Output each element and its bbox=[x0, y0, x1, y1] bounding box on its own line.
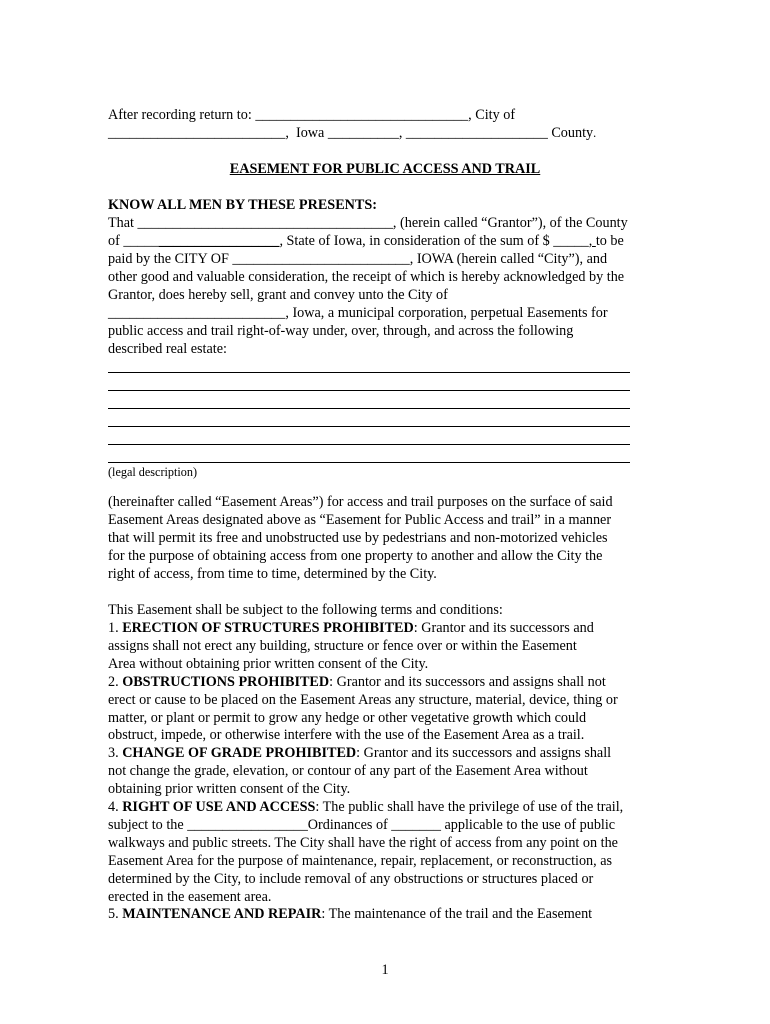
return-to-text: After recording return to: ______________________________, City of bbox=[108, 107, 516, 123]
legal-description-line bbox=[108, 444, 630, 445]
term-line: erect or cause to be placed on the Easement Areas any structure, material, device, thing or bbox=[108, 691, 618, 708]
legal-description-line bbox=[108, 390, 630, 391]
terms-intro bbox=[108, 602, 668, 620]
intro-text-5: Grantor, does hereby sell, grant and convey unto the City of bbox=[108, 287, 448, 303]
term-text: : The maintenance of the trail and the Easement bbox=[321, 906, 593, 923]
intro-text-2c: , State of Iowa, in consideration of the sum of $ _____ bbox=[279, 233, 589, 249]
term-line: subject to the _________________Ordinances of _______ applicable to the use of public bbox=[108, 816, 616, 833]
intro-text-2e: to be bbox=[595, 233, 624, 249]
intro-text-8: described real estate: bbox=[108, 341, 227, 357]
know-all-text: KNOW ALL MEN BY THESE PRESENTS: bbox=[108, 197, 377, 213]
term-heading: MAINTENANCE AND REPAIR bbox=[122, 906, 322, 923]
term-heading: CHANGE OF GRADE PROHIBITED bbox=[122, 745, 357, 762]
term-text: : Grantor and its successors and bbox=[413, 620, 594, 636]
legal-description-line bbox=[108, 372, 630, 373]
term-number: 2. bbox=[108, 673, 123, 690]
intro-text-4: other good and valuable consideration, the receipt of which is hereby acknowledged by the bbox=[108, 269, 625, 285]
term-number: 1. bbox=[108, 620, 123, 636]
term-line: Easement Area for the purpose of maintenance, repair, replacement, or reconstruction, as bbox=[108, 852, 613, 869]
term-item bbox=[108, 906, 668, 924]
intro-text-7: public access and trail right-of-way under, over, through, and across the following bbox=[108, 323, 574, 339]
legal-description-line bbox=[108, 426, 630, 427]
legal-description-label bbox=[108, 464, 668, 482]
term-heading: RIGHT OF USE AND ACCESS bbox=[122, 799, 316, 815]
sum-blank-underline: , bbox=[588, 233, 596, 249]
return-to-line bbox=[108, 107, 668, 125]
term-heading: ERECTION OF STRUCTURES PROHIBITED bbox=[122, 620, 414, 636]
paragraph-line: for the purpose of obtaining access from one property to another and allow the City the bbox=[108, 547, 603, 564]
term-number: 5. bbox=[108, 906, 123, 923]
term-line: assigns shall not erect any building, structure or fence over or within the Easement bbox=[108, 637, 577, 654]
intro-line-3 bbox=[108, 251, 668, 269]
intro-line-4 bbox=[108, 269, 668, 287]
term-line: Area without obtaining prior written consent of the City. bbox=[108, 655, 429, 672]
intro-line-8 bbox=[108, 341, 668, 359]
term-line: determined by the City, to include removal of any obstructions or structures placed or bbox=[108, 870, 594, 887]
legal-description-line bbox=[108, 408, 630, 409]
term-item bbox=[108, 620, 668, 638]
terms-intro-text: This Easement shall be subject to the following terms and conditions: bbox=[108, 602, 503, 618]
term-line: matter, or plant or permit to grow any hedge or other vegetative growth which could bbox=[108, 709, 587, 726]
term-item bbox=[108, 674, 668, 692]
term-item bbox=[108, 799, 668, 817]
term-text: : The public shall have the privilege of use of the trail, bbox=[315, 799, 624, 815]
term-heading: OBSTRUCTIONS PROHIBITED bbox=[122, 673, 330, 690]
intro-line-7 bbox=[108, 323, 668, 341]
intro-line-6 bbox=[108, 305, 668, 323]
legal-label-text: (legal description) bbox=[108, 465, 198, 479]
term-item bbox=[108, 745, 668, 763]
term-text: : Grantor and its successors and assigns shall not bbox=[329, 673, 606, 690]
term-line: erected in the easement area. bbox=[108, 888, 272, 905]
address-period: . bbox=[593, 126, 597, 140]
term-line: obstruct, impede, or otherwise interfere with the use of the Easement Area as a trail. bbox=[108, 727, 585, 744]
intro-text-1: That ____________________________________, (herein called “Grantor”), of the County bbox=[108, 215, 628, 231]
document-title: EASEMENT FOR PUBLIC ACCESS AND TRAIL bbox=[229, 161, 541, 177]
term-number: 3. bbox=[108, 745, 123, 762]
intro-line-1 bbox=[108, 215, 668, 233]
intro-text-3: paid by the CITY OF _________________________, IOWA (herein called “City”), and bbox=[108, 251, 608, 267]
intro-line-5 bbox=[108, 287, 668, 305]
county-blank: _________________ bbox=[158, 233, 280, 249]
intro-text-6: _________________________, Iowa, a municipal corporation, perpetual Easements for bbox=[108, 305, 608, 321]
paragraph-line: Easement Areas designated above as “Easement for Public Access and trail” in a manner bbox=[108, 511, 612, 528]
term-number: 4. bbox=[108, 799, 123, 815]
page-number: 1 bbox=[381, 962, 389, 978]
paragraph-line: that will permit its free and unobstructed use by pedestrians and non-motorized vehicles bbox=[108, 529, 608, 546]
address-text: _________________________, Iowa __________, ____________________ County bbox=[108, 125, 594, 141]
term-line: obtaining prior written consent of the City. bbox=[108, 781, 351, 798]
address-line bbox=[108, 125, 668, 143]
know-all-heading bbox=[108, 197, 668, 215]
paragraph-line: (hereinafter called “Easement Areas”) for access and trail purposes on the surface of said bbox=[108, 494, 613, 510]
term-text: : Grantor and its successors and assigns shall bbox=[356, 745, 612, 762]
intro-line-2 bbox=[108, 233, 668, 251]
paragraph-line: right of access, from time to time, determined by the City. bbox=[108, 565, 437, 582]
term-line: not change the grade, elevation, or contour of any part of the Easement Area without bbox=[108, 763, 588, 780]
intro-text-2a: of _____ bbox=[108, 233, 159, 249]
legal-description-line bbox=[108, 462, 630, 463]
term-line: walkways and public streets. The City shall have the right of access from any point on the bbox=[108, 834, 618, 851]
